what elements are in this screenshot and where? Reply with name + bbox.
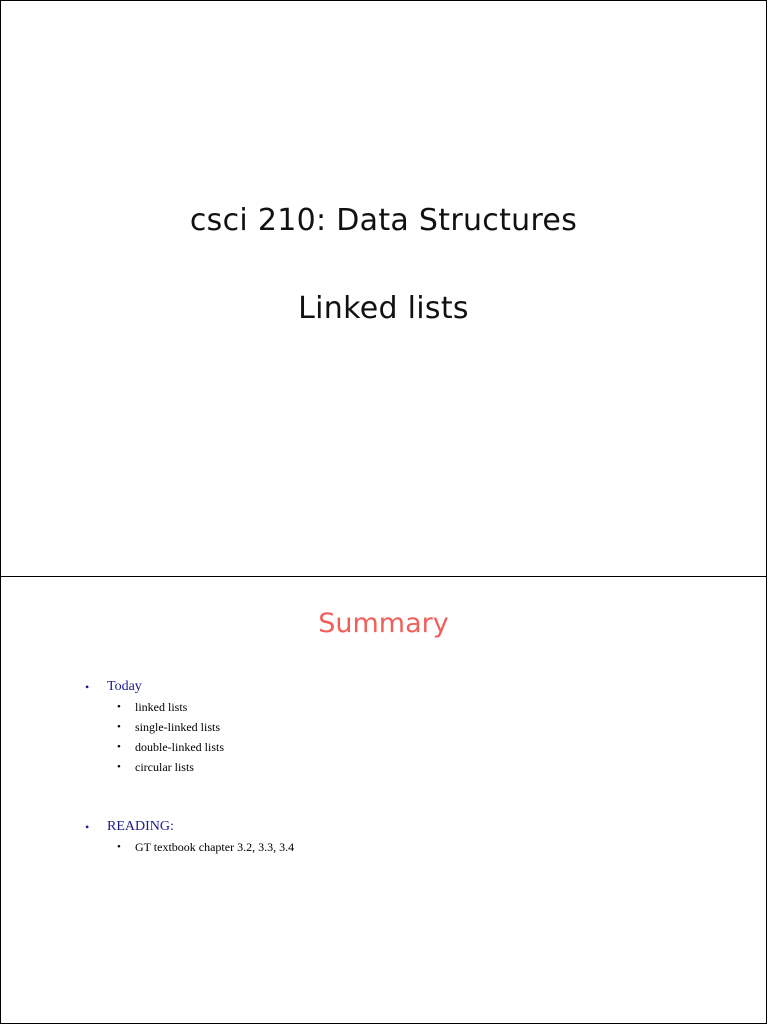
bullet-icon: • — [117, 761, 121, 773]
slide-title: csci 210: Data Structures — [189, 203, 578, 238]
bullet-today — [85, 677, 294, 697]
sub-bullet — [85, 697, 294, 717]
sub-bullet — [85, 837, 294, 857]
bullet-icon: • — [117, 841, 121, 853]
sub-bullet — [85, 717, 294, 737]
bullet-icon: • — [117, 741, 121, 753]
sub-bullet-text: single-linked lists — [135, 720, 220, 734]
bullet-heading: READING: — [107, 819, 174, 834]
bullet-list — [85, 677, 294, 857]
sub-bullet-text: circular lists — [135, 760, 194, 774]
bullet-heading: Today — [107, 679, 142, 694]
bullet-icon: • — [85, 680, 90, 694]
bullet-reading — [85, 817, 294, 837]
sub-bullet-text: double-linked lists — [135, 740, 224, 754]
sub-bullet — [85, 737, 294, 757]
sub-bullet — [85, 757, 294, 777]
summary-slide — [0, 576, 767, 1024]
sub-bullet-text: linked lists — [135, 700, 188, 714]
sub-bullet-text: GT textbook chapter 3.2, 3.3, 3.4 — [135, 840, 295, 854]
spacer — [85, 777, 294, 817]
bullet-icon: • — [117, 721, 121, 733]
bullet-icon: • — [117, 701, 121, 713]
slide-subtitle: Linked lists — [298, 291, 469, 326]
bullet-icon: • — [85, 820, 90, 834]
summary-title: Summary — [318, 608, 449, 639]
